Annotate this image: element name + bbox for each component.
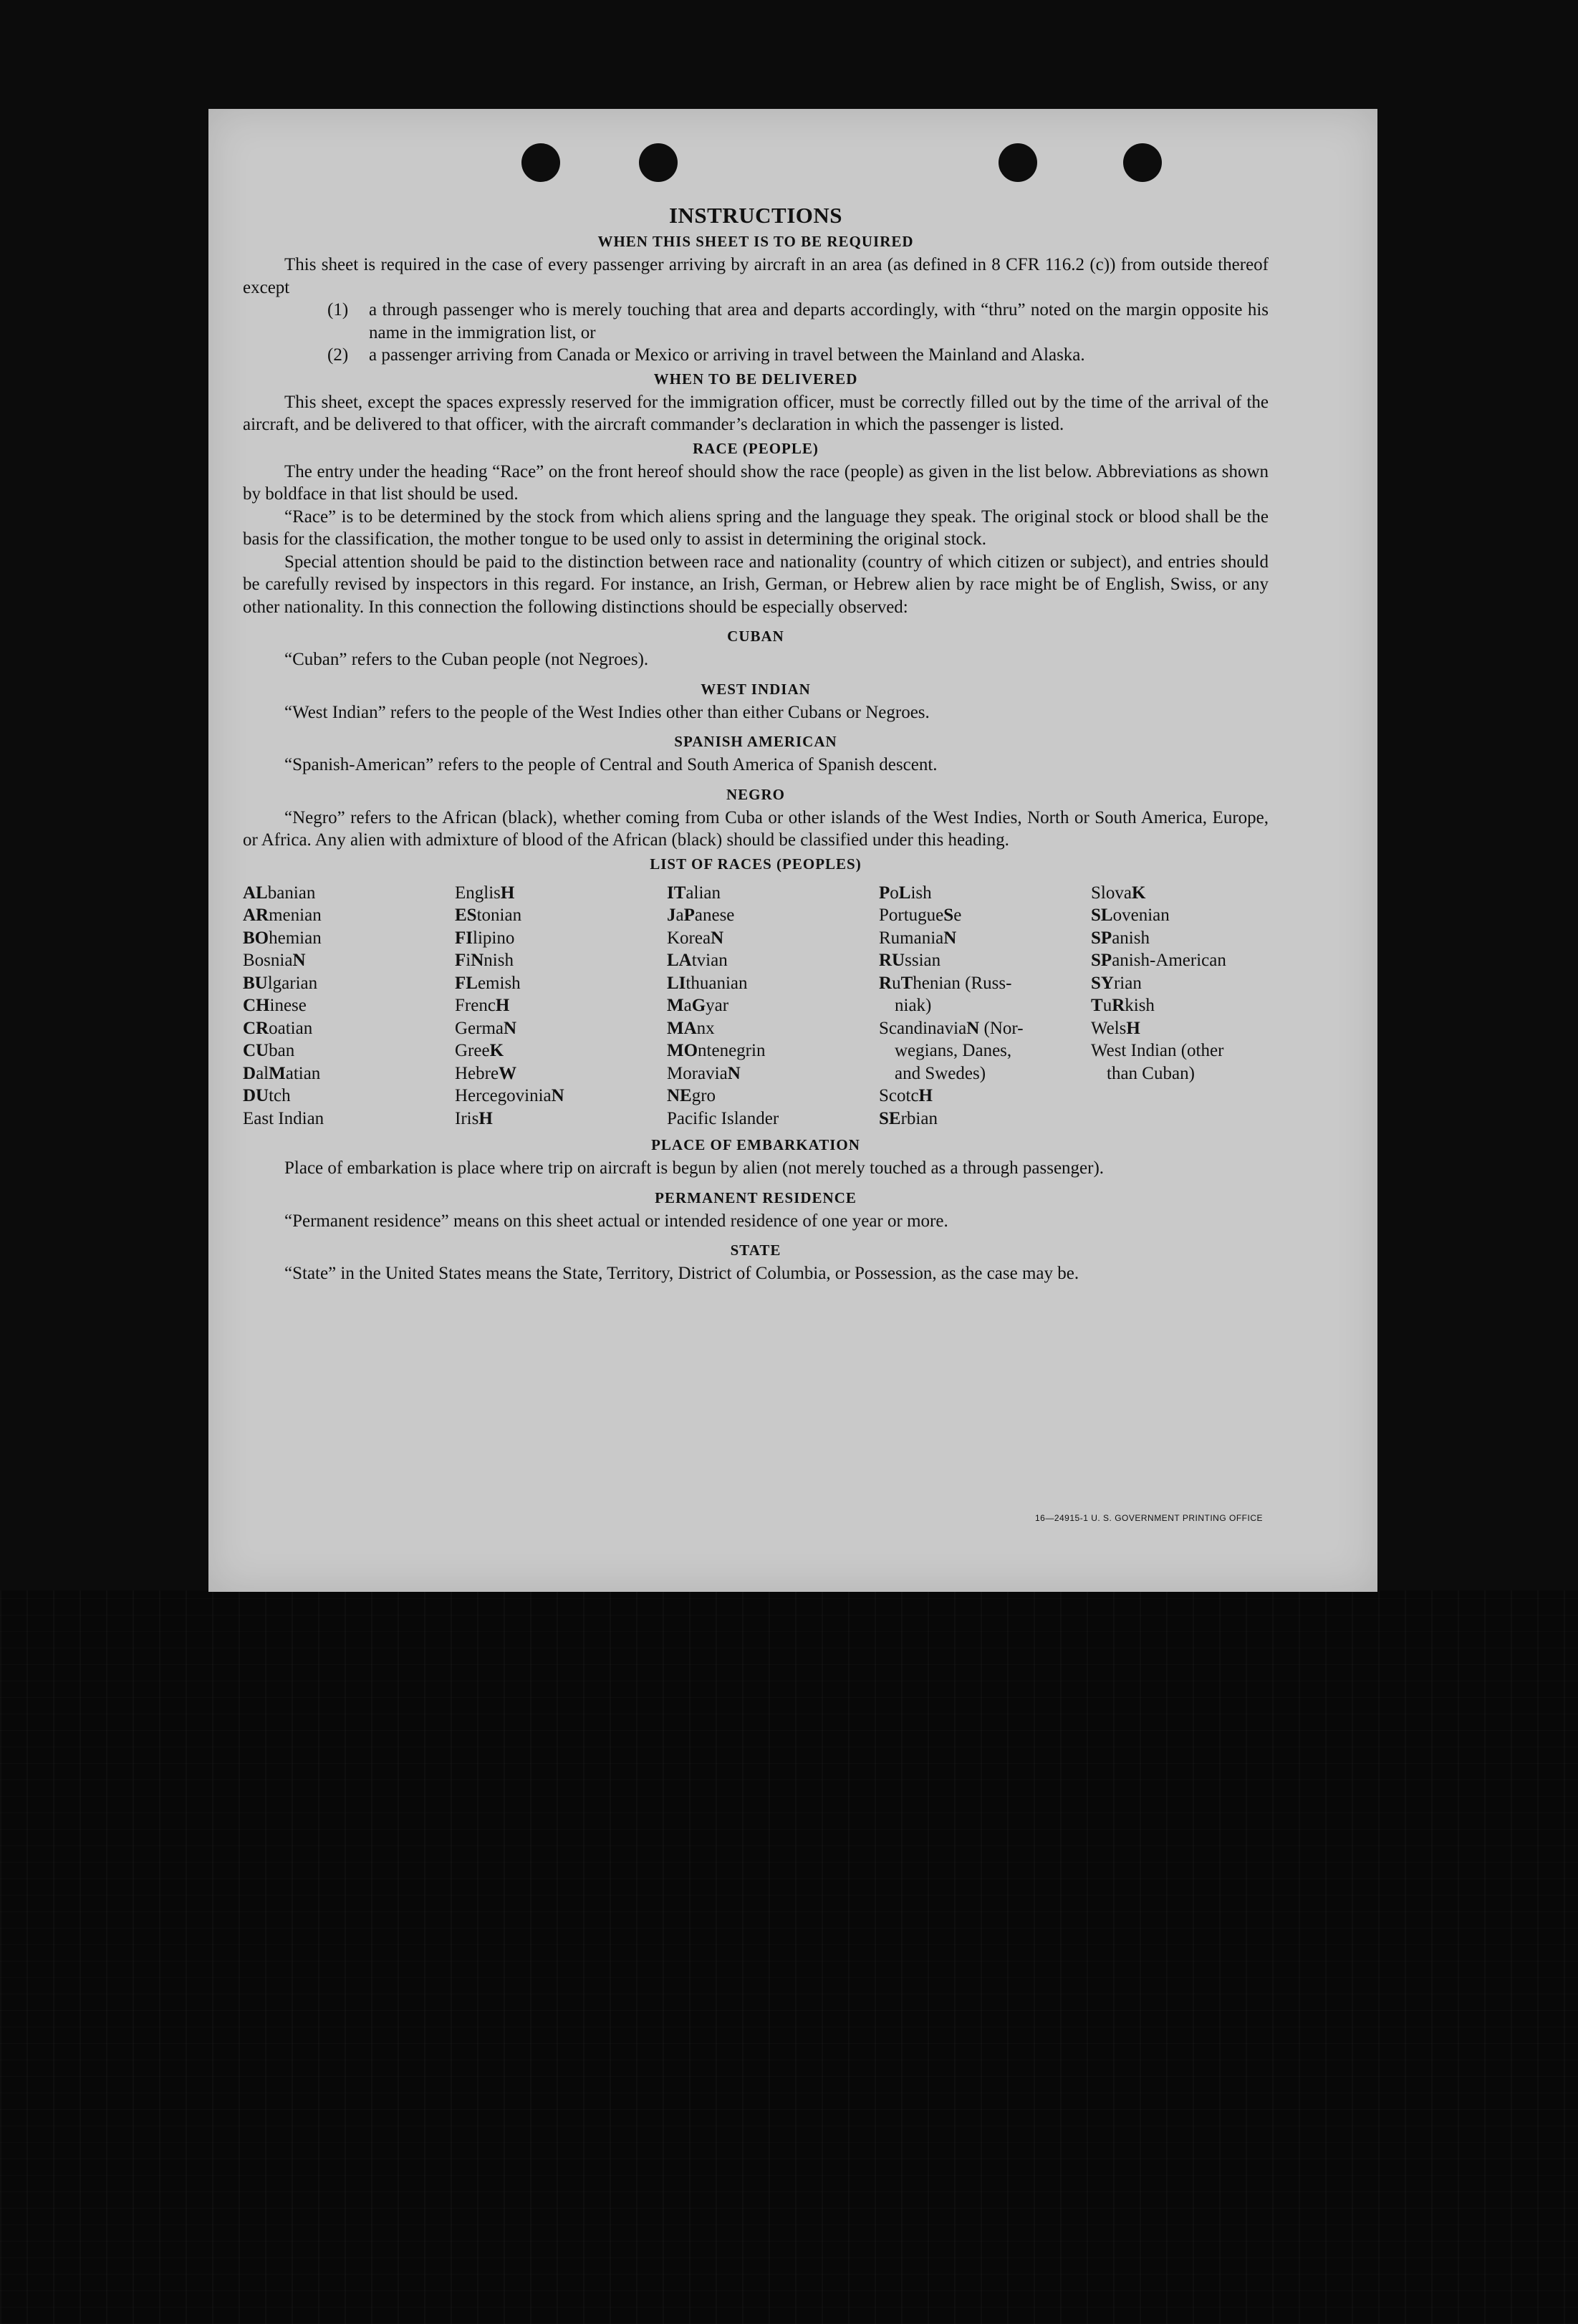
race-text: East Indian — [243, 1108, 324, 1128]
race-abbreviation: H — [478, 1108, 493, 1128]
race-abbreviation: SP — [1091, 928, 1112, 948]
paragraph: “Race” is to be determined by the stock from which aliens spring and the language they speak. The original stock or blood shall be the basis for the classification, the mother tongue to be used only to assist in determining the original stock. — [243, 506, 1269, 549]
race-abbreviation: FL — [455, 973, 478, 993]
race-abbreviation: K — [489, 1041, 504, 1060]
race-text: u — [1102, 996, 1112, 1015]
race-entry — [667, 1039, 879, 1062]
race-abbreviation: IT — [667, 883, 686, 903]
race-abbreviation: BU — [243, 973, 268, 993]
section-heading: NEGRO — [726, 785, 785, 803]
race-text: inese — [269, 996, 307, 1015]
race-entry — [667, 1108, 879, 1130]
race-abbreviation: M — [667, 996, 684, 1015]
race-entry — [879, 949, 1091, 972]
paragraph: Special attention should be paid to the distinction between race and nationality (country of which citizen or subject), and entries should be carefully revised by inspectors in this regard. For instance, an Irish, German, or Hebrew alien by race might be of English, Swiss, or any other nationality. In this connection the following distinctions should be especially observed: — [243, 552, 1269, 617]
race-text: rian — [1113, 973, 1142, 993]
paragraph: “Cuban” refers to the Cuban people (not Negroes). — [284, 650, 649, 669]
race-abbreviation: W — [499, 1063, 517, 1083]
item-text: a passenger arriving from Canada or Mexico or arriving in travel between the Mainland and Alaska. — [369, 345, 1085, 365]
race-entry — [243, 904, 455, 927]
race-abbreviation: RU — [879, 951, 905, 970]
race-abbreviation: D — [243, 1063, 256, 1083]
race-entry — [455, 994, 667, 1017]
race-text: hemian — [269, 928, 322, 948]
race-abbreviation: N — [966, 1018, 980, 1038]
races-column — [667, 882, 879, 1130]
paragraph: “Permanent residence” means on this sheet actual or intended residence of one year or more. — [284, 1211, 948, 1231]
race-text: lipino — [473, 928, 515, 948]
race-entry — [879, 927, 1091, 950]
race-abbreviation: SP — [1091, 951, 1112, 970]
document-sheet — [208, 109, 1377, 1592]
race-entry — [879, 972, 1091, 995]
race-abbreviation: LA — [667, 951, 692, 970]
paragraph — [243, 254, 1269, 299]
section-heading: PERMANENT RESIDENCE — [655, 1189, 857, 1206]
section-heading: PLACE OF EMBARKATION — [651, 1136, 860, 1153]
race-entry — [1091, 994, 1269, 1017]
race-text: a — [675, 906, 684, 925]
race-text: Portugue — [879, 906, 944, 925]
race-abbreviation: G — [691, 996, 706, 1015]
race-text: tonian — [476, 906, 522, 925]
race-text: West Indian (other — [1091, 1041, 1224, 1060]
race-abbreviation: L — [898, 883, 911, 903]
race-abbreviation: SE — [879, 1108, 901, 1128]
race-entry — [667, 972, 879, 995]
race-text: banian — [267, 883, 316, 903]
race-abbreviation: P — [879, 883, 890, 903]
race-text: ish — [910, 883, 932, 903]
section-heading: CUBAN — [727, 628, 784, 645]
race-text: alian — [685, 883, 721, 903]
race-entry — [455, 927, 667, 950]
races-column — [455, 882, 667, 1130]
race-text: Rumania — [879, 928, 944, 948]
race-abbreviation: R — [1112, 996, 1125, 1015]
race-entry — [243, 994, 455, 1017]
section-heading: SPANISH AMERICAN — [674, 733, 837, 750]
race-entry — [243, 972, 455, 995]
race-entry — [879, 994, 1091, 1017]
race-text: Iris — [455, 1108, 479, 1128]
race-text: Englis — [455, 883, 501, 903]
punch-hole — [1123, 143, 1162, 182]
race-abbreviation: MO — [667, 1041, 698, 1060]
race-entry — [879, 1085, 1091, 1108]
scan-background — [0, 1590, 1578, 2324]
race-abbreviation: BO — [243, 928, 269, 948]
race-abbreviation: SY — [1091, 973, 1114, 993]
race-entry — [879, 1017, 1091, 1040]
race-text: Bosnia — [243, 951, 293, 970]
page-title: INSTRUCTIONS — [668, 203, 842, 228]
race-abbreviation: N — [943, 928, 957, 948]
race-abbreviation: S — [943, 906, 954, 925]
race-abbreviation: N — [471, 951, 484, 970]
punch-hole — [639, 143, 678, 182]
race-text: Hebre — [455, 1063, 499, 1083]
race-abbreviation: N — [292, 951, 306, 970]
race-text: al — [256, 1063, 269, 1083]
race-abbreviation: AL — [243, 883, 268, 903]
race-text: lgarian — [267, 973, 318, 993]
race-abbreviation: AR — [243, 906, 269, 925]
race-entry — [667, 1017, 879, 1040]
paragraph: This sheet, except the spaces expressly reserved for the immigration officer, must be correctly filled out by the time of the arrival of the aircraft, and be delivered to that officer, with the aircraft commander’s declaration in which the passenger is listed. — [243, 392, 1269, 434]
race-text: ban — [269, 1041, 295, 1060]
race-text: Frenc — [455, 996, 496, 1015]
section-heading: WEST INDIAN — [701, 680, 811, 698]
race-abbreviation: H — [1126, 1018, 1140, 1038]
section-heading: STATE — [730, 1242, 781, 1259]
race-entry — [667, 882, 879, 905]
race-entry — [1091, 972, 1269, 995]
race-entry — [455, 904, 667, 927]
item-number: (1) — [327, 300, 349, 320]
race-abbreviation: P — [683, 906, 695, 925]
race-entry — [243, 927, 455, 950]
race-abbreviation: DU — [243, 1086, 269, 1105]
race-entry — [455, 1085, 667, 1108]
paragraph: The entry under the heading “Race” on the front hereof should show the race (people) as given in the list below. Abbreviations as shown by boldface in that list should be used. — [243, 461, 1269, 504]
race-abbreviation: F — [455, 951, 466, 970]
race-abbreviation: H — [495, 996, 510, 1015]
race-abbreviation: N — [711, 928, 724, 948]
section-heading: WHEN TO BE DELIVERED — [653, 370, 858, 388]
race-text: Hercegovinia — [455, 1086, 552, 1105]
race-text: menian — [269, 906, 322, 925]
races-column — [243, 882, 455, 1130]
instructions-content — [243, 202, 1269, 1285]
race-abbreviation: H — [500, 883, 515, 903]
item-number: (2) — [327, 345, 349, 365]
race-text: ssian — [905, 951, 941, 970]
race-text: Scotc — [879, 1086, 919, 1105]
race-abbreviation: N — [727, 1063, 741, 1083]
paragraph: “West Indian” refers to the people of the West Indies other than either Cubans or Negroes. — [284, 702, 930, 722]
section-heading: LIST OF RACES (PEOPLES) — [650, 855, 862, 873]
race-abbreviation: K — [1131, 883, 1146, 903]
race-text: Germa — [455, 1018, 504, 1038]
race-entry — [455, 1039, 667, 1062]
race-text: i — [466, 951, 471, 970]
race-entry — [455, 949, 667, 972]
section-heading: RACE (PEOPLE) — [693, 439, 819, 457]
race-abbreviation: J — [667, 906, 676, 925]
list-item — [243, 344, 1269, 367]
race-entry — [879, 1062, 1091, 1085]
race-entry — [667, 994, 879, 1017]
races-list — [243, 882, 1269, 1130]
paragraph: “Negro” refers to the African (black), whether coming from Cuba or other islands of the West Indies, North or South America, Europe, or Africa. Any alien with admixture of blood of the African (black) should be classified under this heading. — [243, 807, 1269, 850]
races-column — [1091, 882, 1269, 1130]
race-entry — [243, 1085, 455, 1108]
race-entry-continuation: wegians, Danes, — [895, 1041, 1012, 1060]
race-text: anish — [1112, 928, 1150, 948]
race-text: o — [890, 883, 899, 903]
race-abbreviation: LI — [667, 973, 686, 993]
item-text: a through passenger who is merely touching that area and departs accordingly, with “thru” noted on the margin opposite his name in the immigration list, or — [369, 300, 1269, 342]
race-text: thuanian — [685, 973, 748, 993]
race-entry — [1091, 927, 1269, 950]
race-abbreviation: CU — [243, 1041, 269, 1060]
race-text: Gree — [455, 1041, 490, 1060]
race-abbreviation: N — [504, 1018, 517, 1038]
race-entry — [243, 949, 455, 972]
race-text: Pacific Islander — [667, 1108, 779, 1128]
punch-hole — [521, 143, 560, 182]
race-text: Slova — [1091, 883, 1132, 903]
race-text: Scandinavia — [879, 1018, 967, 1038]
race-abbreviation: NE — [667, 1086, 692, 1105]
race-entry — [243, 1062, 455, 1085]
race-text: tvian — [691, 951, 728, 970]
race-abbreviation: T — [900, 973, 913, 993]
race-entry — [243, 1039, 455, 1062]
race-text: ntenegrin — [698, 1041, 766, 1060]
race-entry — [1091, 882, 1269, 905]
race-text: anese — [694, 906, 735, 925]
paragraph: “Spanish-American” refers to the people of Central and South America of Spanish descent. — [284, 755, 938, 774]
race-text: nish — [483, 951, 514, 970]
race-text: emish — [477, 973, 521, 993]
race-text: nx — [696, 1018, 715, 1038]
race-entry-continuation: and Swedes) — [895, 1063, 986, 1083]
list-item — [243, 299, 1269, 344]
paragraph-text: This sheet is required in the case of every passenger arriving by aircraft in an area (as defined in 8 CFR 116.2 (c)) from outside thereof except — [243, 255, 1269, 297]
race-abbreviation: CR — [243, 1018, 269, 1038]
race-entry — [243, 882, 455, 905]
race-text: henian (Russ- — [913, 973, 1012, 993]
race-entry — [1091, 1039, 1269, 1062]
race-text: kish — [1125, 996, 1155, 1015]
race-text: rbian — [900, 1108, 938, 1128]
race-entry — [455, 882, 667, 905]
race-entry — [455, 1108, 667, 1130]
race-entry — [243, 1017, 455, 1040]
paragraph: “State” in the United States means the State, Territory, District of Columbia, or Possession, as the case may be. — [284, 1264, 1079, 1283]
race-entry — [1091, 949, 1269, 972]
race-text: u — [892, 973, 901, 993]
race-text: Korea — [667, 928, 711, 948]
race-abbreviation: N — [551, 1086, 564, 1105]
race-entry — [879, 882, 1091, 905]
race-entry — [455, 1017, 667, 1040]
race-entry — [667, 949, 879, 972]
race-entry — [1091, 1017, 1269, 1040]
race-abbreviation: FI — [455, 928, 473, 948]
race-abbreviation: R — [879, 973, 893, 993]
race-entry — [243, 1108, 455, 1130]
race-entry — [667, 904, 879, 927]
race-text: atian — [285, 1063, 321, 1083]
race-abbreviation: CH — [243, 996, 270, 1015]
race-entry-continuation: than Cuban) — [1107, 1063, 1195, 1083]
race-abbreviation: MA — [667, 1018, 697, 1038]
race-text: tch — [269, 1086, 291, 1105]
race-entry — [667, 1085, 879, 1108]
race-text: Moravia — [667, 1063, 728, 1083]
race-entry — [1091, 904, 1269, 927]
race-text: ovenian — [1112, 906, 1170, 925]
race-entry-continuation: niak) — [895, 996, 932, 1015]
race-text: a — [683, 996, 692, 1015]
race-entry — [455, 1062, 667, 1085]
races-column — [879, 882, 1091, 1130]
race-entry — [667, 1062, 879, 1085]
paragraph: Place of embarkation is place where trip on aircraft is begun by alien (not merely touched as a through passenger). — [284, 1158, 1105, 1178]
printing-office-code: 16—24915-1 U. S. GOVERNMENT PRINTING OFFICE — [1034, 1513, 1263, 1523]
race-text: Wels — [1091, 1018, 1127, 1038]
race-abbreviation: M — [269, 1063, 286, 1083]
race-abbreviation: ES — [455, 906, 477, 925]
race-entry — [879, 1108, 1091, 1130]
race-text: anish-American — [1112, 951, 1226, 970]
race-abbreviation: SL — [1091, 906, 1113, 925]
race-text: e — [953, 906, 962, 925]
race-abbreviation: T — [1091, 996, 1103, 1015]
punch-hole — [999, 143, 1037, 182]
race-text: gro — [691, 1086, 716, 1105]
race-text: (Nor- — [979, 1018, 1024, 1038]
race-entry — [879, 904, 1091, 927]
race-text: oatian — [269, 1018, 313, 1038]
race-entry — [455, 972, 667, 995]
section-heading: WHEN THIS SHEET IS TO BE REQUIRED — [597, 233, 914, 250]
race-text: yar — [706, 996, 729, 1015]
race-entry — [879, 1039, 1091, 1062]
race-entry — [1091, 1062, 1269, 1085]
race-abbreviation: H — [918, 1086, 933, 1105]
race-entry — [667, 927, 879, 950]
